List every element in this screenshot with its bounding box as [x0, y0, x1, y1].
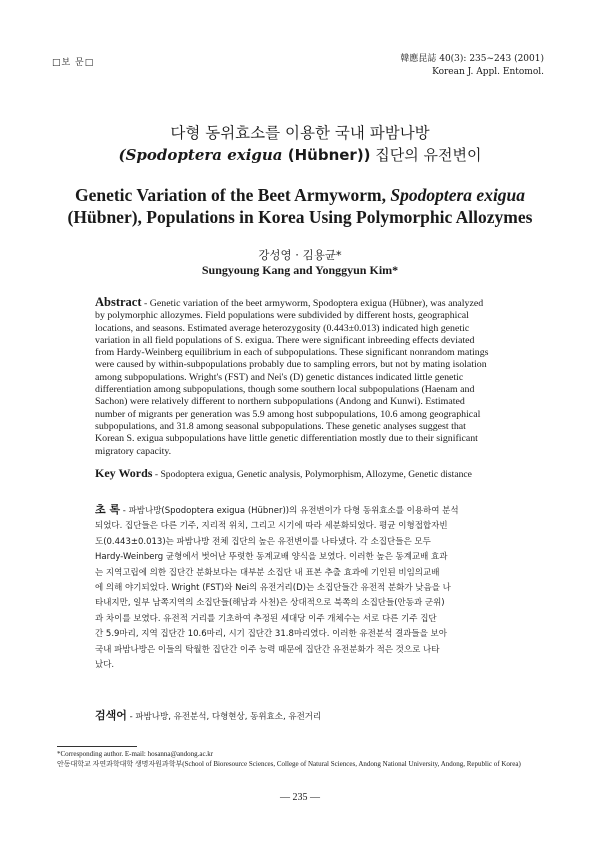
korean-abstract-line: 타내지만, 일부 남쪽지역의 소집단들(해남과 사천)은 상대적으로 북쪽의 소집단들(안동과 군위): [95, 598, 445, 609]
key-words-text: - Spodoptera exigua, Genetic analysis, Polymorphism, Allozyme, Genetic distance: [152, 469, 472, 480]
korean-abstract-line: [95, 502, 535, 519]
abstract-line: variation in all field populations of S. exigua. There were significant inbreeding effects deviated: [95, 334, 475, 346]
abstract: [95, 296, 535, 458]
korean-key-words-text: - 파밤나방, 유전분석, 다형현상, 동위효소, 유전거리: [126, 712, 322, 722]
corresponding-author-footnote: *Corresponding author. E-mail: hosanna@andong.ac.kr: [57, 750, 214, 758]
abstract-line: Sachon) were relatively different to northern subpopulations (Andong and Kunwi). Estimated: [95, 396, 465, 408]
journal-name: Korean J. Appl. Entomol.: [432, 67, 544, 77]
korean-title-line-2: [0, 144, 600, 166]
abstract-line: differentiation among subpopulations, though some southern local subpopulations (Haenam and: [95, 384, 475, 396]
korean-abstract-line: 간 5.9마리, 지역 집단간 10.6마리, 시기 집단간 31.8마리였다. 이러한 유전분석 결과들을 보아: [95, 629, 447, 640]
abstract-line: number of migrants per generation was 5.9 among host subpopulations, 10.6 among geographical: [95, 408, 481, 420]
page-number: — 235 —: [280, 792, 320, 803]
abstract-heading: Abstract: [95, 295, 142, 309]
korean-title-rest: 집단의 유전변이: [370, 146, 482, 164]
footnote-divider: [57, 746, 137, 747]
korean-abstract-heading: 초 록: [95, 503, 121, 516]
english-title-line-1: [0, 183, 600, 207]
korean-abstract-line: 국내 파밤나방은 이들의 탁월한 집단간 이주 능력 때문에 집단간 유전분화가 적은 것으로 나타: [95, 644, 440, 655]
abstract-line: from Hardy-Weinberg equilibrium in each of subpopulations. These significant nonrandom matings: [95, 347, 489, 359]
key-words: [95, 466, 535, 481]
abstract-line: Korean S. exigua subpopulations have little genetic differentiation mostly due to their significant: [95, 433, 478, 445]
korean-abstract: [95, 502, 535, 673]
korean-title-species-author: (Hübner)): [282, 146, 371, 164]
korean-abstract-line: Hardy-Weinberg 균형에서 벗어난 뚜렷한 동계교배 양식을 보였다. 이러한 높은 동계교배 효과: [95, 552, 448, 563]
korean-key-words-heading: 검색어: [95, 709, 127, 722]
korean-title-species: (Spodoptera exigua: [118, 146, 283, 164]
english-title-species: Spodoptera exigua: [390, 185, 526, 205]
korean-abstract-line: 도(0.443±0.013)는 파밤나방 전체 집단의 높은 유전변이를 나타냈다. 각 소집단들은 모두: [95, 536, 431, 547]
abstract-line: by polymorphic allozymes. Field populations were subdivided by different hosts, geographical: [95, 310, 469, 322]
korean-title-line-1: 다형 동위효소를 이용한 국내 파밤나방: [170, 124, 430, 142]
korean-abstract-line: 에 의해 야기되었다. Wright (FST)와 Nei의 유전거리(D)는 소집단들간 유전적 분화가 낮음을 나: [95, 583, 451, 594]
affiliation-footnote: 안동대학교 자연과학대학 생명자원과학부(School of Bioresource Sciences, College of Natural Sciences, Andong National University, Andong, Republic of Korea): [57, 760, 521, 768]
journal-citation: 韓應昆誌 40(3): 235~243 (2001): [400, 54, 544, 64]
abstract-line: [95, 296, 535, 310]
english-title-line-2: (Hübner), Populations in Korea Using Polymorphic Allozymes: [67, 207, 533, 227]
authors-english: Sungyoung Kang and Yonggyun Kim*: [201, 263, 399, 277]
korean-abstract-text: - 파밤나방(Spodoptera exigua (Hübner))의 유전변이가 다형 동위효소를 이용하여 분석: [120, 506, 459, 516]
abstract-line: were caused by within-subpopulations probably due to sampling errors, but not by mating isolation: [95, 359, 487, 371]
abstract-line: migratory capacity.: [95, 445, 172, 457]
korean-abstract-line: 는 지역고립에 의한 집단간 분화보다는 대부분 소집단 내 표본 추출 효과에 기인된 비임의교배: [95, 567, 440, 578]
journal-info: [400, 53, 544, 79]
authors-korean: 강성영 · 김용균*: [258, 248, 342, 262]
english-title-prefix: Genetic Variation of the Beet Armyworm,: [74, 185, 391, 205]
abstract-text: - Genetic variation of the beet armyworm, Spodoptera exigua (Hübner), was analyzed: [141, 298, 484, 309]
korean-abstract-line: 났다.: [95, 660, 115, 671]
abstract-line: locations, and seasons. Estimated average heterozygosity (0.443±0.013) indicated high genetic: [95, 322, 470, 334]
korean-abstract-line: 과 차이를 보였다. 유전적 거리를 기초하여 추정된 세대당 이주 개체수는 서로 다른 기주 집단: [95, 613, 437, 624]
section-label: □보 문□: [52, 58, 95, 68]
abstract-line: among subpopulations. Wright's (FST) and Nei's (D) genetic distances indicated little genetic: [95, 371, 464, 383]
abstract-line: subpopulations, and 31.8 among seasonal subpopulations. These genetic analyses suggest that: [95, 420, 466, 432]
key-words-heading: Key Words: [95, 466, 153, 480]
korean-abstract-line: 되었다. 집단들은 다른 기주, 지리적 위치, 그리고 시기에 따라 세분화되었다. 평균 이형접합자빈: [95, 521, 448, 532]
korean-key-words: [95, 707, 321, 723]
